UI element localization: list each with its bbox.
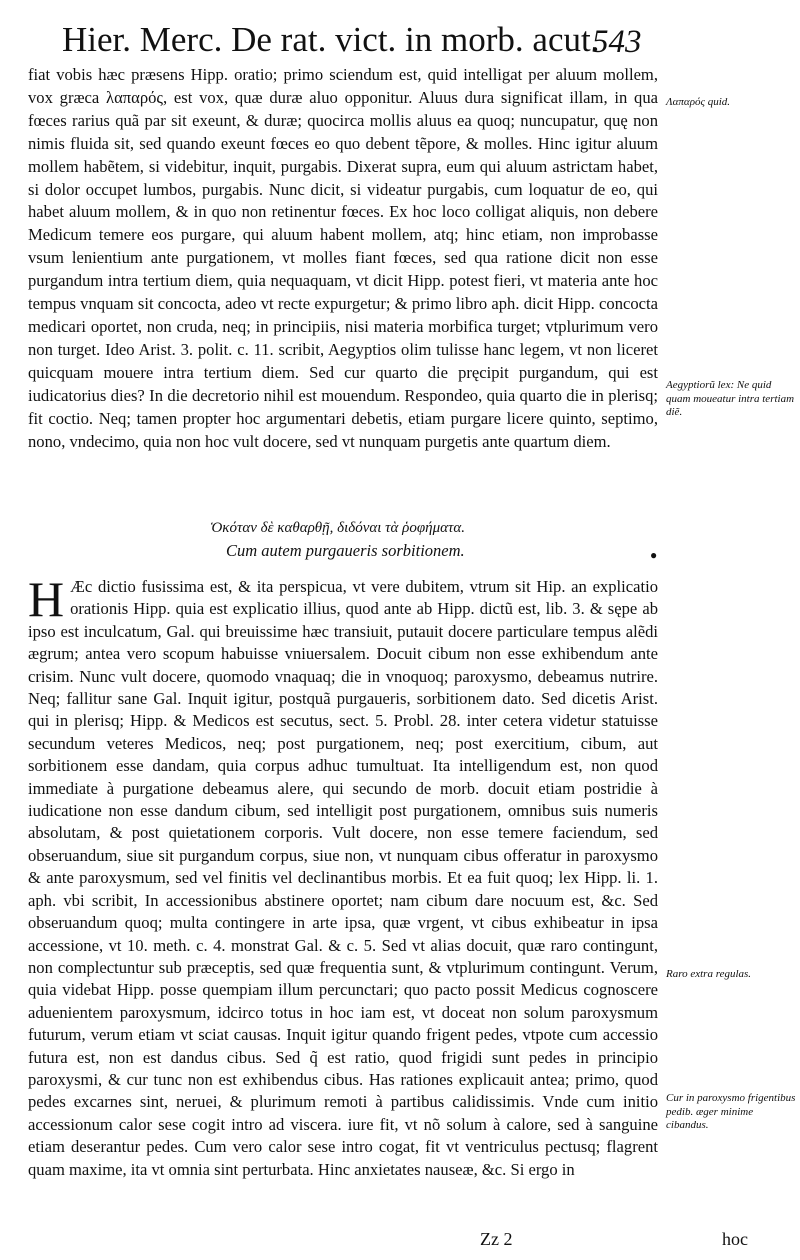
running-header [62,14,662,66]
margin-note-raro: Raro extra regulas. [666,968,752,980]
catchword: hoc [722,1229,748,1249]
margin-note-aegyptian-law: Aegyptiorũ lex: Ne quid quam moueatur intra tertiam diẽ. [666,379,795,418]
greek-lemma: Ὁκόταν δὲ καθαρθῇ, διδόναι τὰ ῥοφήματα. [210,520,465,536]
paragraph-text-2: Æc dictio fusissima est, & ita perspicua, vt vere dubitem, vtrum sit Hip. an explicatio orationis Hipp. quia est explicatio illius, quod ante ab Hipp. dictũ est, lib. 3. & sępe ab ipso est inculcatum, Gal. qui breuissime hæc transiuit, putauit docere particulare tempus alẽdi ægrum; antea vero scopum habuisse vniuersalem. Docuit cibum non esse exhibendum ante crisim. Nunc vult docere, quomodo vnaquaq; die in vnoquoq; paroxysmo, debeamus nutrire. Neq; fallitur sane Gal. Inquit igitur, postquã purgaueris, sorbitionem dato. Sed dicetis Arist. qui in plerisq; Hipp. & Medicos est secutus, sect. 5. Probl. 28. inter cetera videtur statuisse secundum veteres Medicos, neq; post purgationem, neq; post exercitium, cibum, aut sorbitionem esse dandam, quia corpus adhuc tumultuat. Ita intelligendum est, non quod immediate à purgatione debeamus alere, qui secundo de morb. docuit etiam postridie à iudicatione non esse dandum cibum, sed intelligit post purgationem, omnibus suis numeris absolutam, & post quietationem corporis. Vult docere, non esse temere faciendum, sed obseruandum, siue sit purgandum corpus, siue non, vt nunquam cibus offeratur in paroxysmo & ante paroxysmum, sed vel finitis vel declinantibus morbis. Et ea fuit quoq; lex Hipp. li. 1. aph. vbi scribit, In accessionibus abstinere oportet; nam cibum dare nocuum est, &c. Sed obseruandum quoq; multa contingere in arte ipsa, quæ vrgent, vt cibus exhibeatur in ipsa accessione, vt 10. meth. c. 4. monstrat Gal. & c. 5. Sed vt alias docuit, quæ raro contingunt, non complectuntur sub præceptis, sed quæ frequentia sunt, & vtplurimum contingunt. Verum, quia videbat Hipp. posse quempiam illum percunctari; quo pacto possit Medicus cognoscere aduenientem paroxysmum, idcirco totus in hoc iam est, vt doceat non solum paroxysmum futurum, verum etiam vt sciat causas. Inquit igitur quando frigent pedes, vtpote cum accessio futura est, non est dandus cibus. Sed q̃ est ratio, quod frigidi sunt pedes in principio paroxysmi, & cur tunc non est exhibendus cibus. Has rationes explicauit antea; primo, quod pedes excarnes sint, neruei, & plurimum remoti à partibus calidissimis. Vnde cum initio accessionum calor sese cogit intro ad viscera. iure fit, vt nõ solum à calore, sed à sanguine etiam deserantur pedes. Cum vero calor sese intro cogat, fit vt ventriculus pectusq; flagrent quam maxime, ita vt omnia sint perturbata. Hinc anxietates nauseæ, &c. Si ergo in [28,577,658,1179]
signature-mark: Zz 2 [480,1229,513,1249]
commentary-paragraph-2 [28,576,658,1216]
latin-lemma: Cum autem purgaueris sorbitionem. [226,541,465,560]
margin-note-laparos: Λαπαρός quid. [666,96,731,108]
margin-note-cold-feet: Cur in paroxysmo frigentibus pedib. æger minime cibandus. [666,1092,796,1131]
drop-cap: H [28,576,65,627]
page-number: 543 [592,24,642,60]
running-title: Hier. Merc. De rat. vict. in morb. acut. [62,20,600,59]
bullet-icon: ● [650,548,658,562]
paragraph-text: fiat vobis hæc præsens Hipp. oratio; primo sciendum est, quid intelligat per aluum mollem, vox græca λαπαρός, est vox, quæ duræ aluo opponitur. Aluus dura significat illam, in qua fœces rarius quã par sit exeunt, & duræ; quocirca mollis aluus ea quoq; nuncupatur, quę non nimis fluida sit, sed quando exeunt fœces eo quo debent tẽpore, & molles. Hinc igitur aluum mollem habẽtem, si videbitur, inquit, purgabis. Dixerat supra, eum qui aluum astrictam habet, si dolor occupet lumbos, purgabis. Nunc dicit, si videatur purgabis, cum loquatur de eo, qui habet aluum mollem, & in quo non retinentur fœces. Ex hoc loco colligat aliquis, non debere Medicum temere eos purgare, qui aluum habent mollem, atq; hinc etiam, non improbasse vsum lenientium ante purgationem, vt molles fiant fœces, sed qua ratione dicit non esse purgandum intra tertium diem, quia nequaquam, vt dicit Hipp. potest fieri, vt materia ante hoc tempus vnquam sit concocta, adeo vt recte expurgetur; & primo libro aph. dicit Hipp. concocta medicari oportet, non cruda, neq; in principiis, nisi materia morbifica turget; vtplurimum vero non turget. Ideo Arist. 3. polit. c. 11. scribit, Aegyptios olim tulisse hanc legem, vt non liceret quicquam mouere intra tertium diem. Sed cur quarto die pręcipit purgandum, qui est iudicatorius dies? In die decretorio nihil est mouendum. Respondeo, quia quarto die in plerisq; fit coctio. Neq; tamen propter hoc argumentari debetis, etiam purgare licere quinto, septimo, nono, vndecimo, quia non hoc vult docere, sed vt nunquam purgetis ante quartum diem. [28,65,658,451]
commentary-paragraph [28,64,658,498]
